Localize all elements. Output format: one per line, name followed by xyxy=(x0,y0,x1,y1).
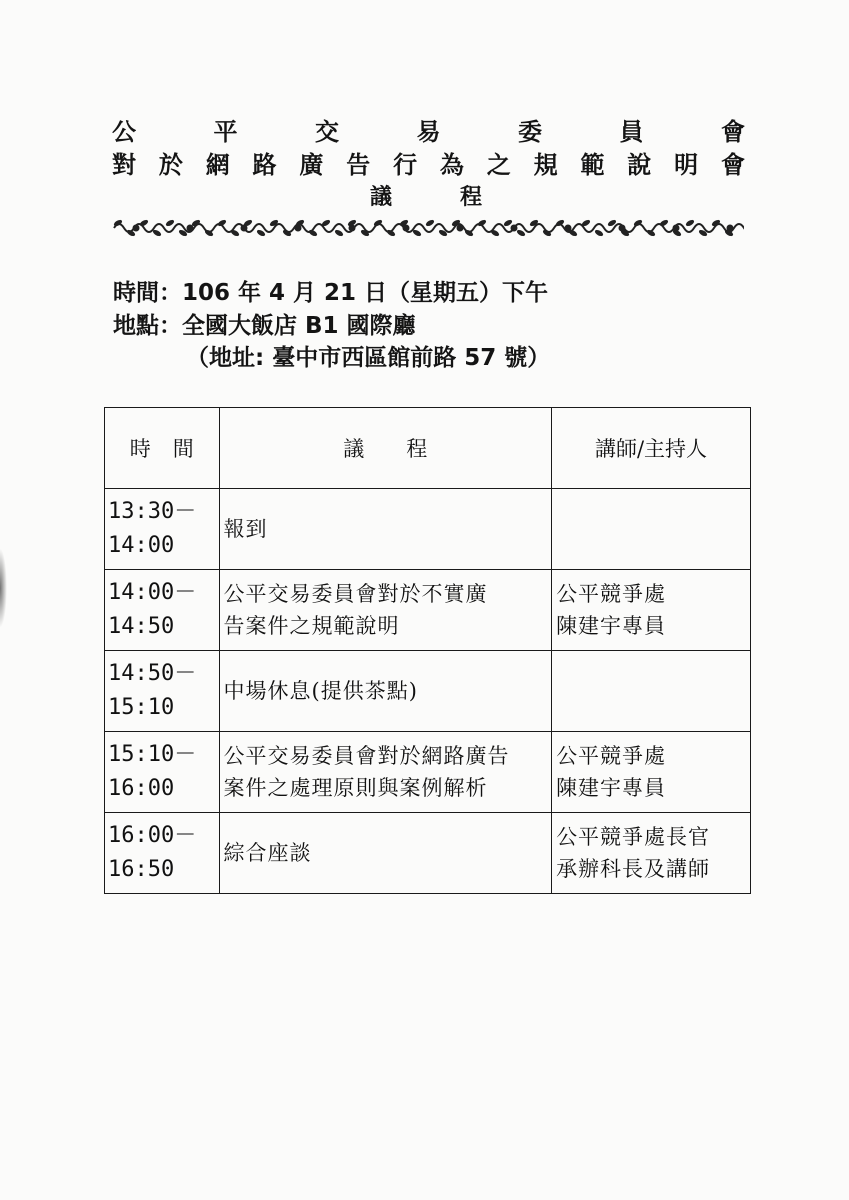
title-char: 會 xyxy=(721,118,745,146)
title-char: 委 xyxy=(518,118,542,146)
time-end: 14:50 xyxy=(108,614,175,639)
subtitle-char: 議 xyxy=(370,185,393,210)
title-char: 明 xyxy=(674,151,699,179)
table-row xyxy=(105,570,751,651)
table-row xyxy=(105,813,751,894)
header-speaker: 講師/主持人 xyxy=(552,408,751,489)
scan-artifact xyxy=(0,548,7,628)
speaker-line: 公平競爭處 xyxy=(556,744,667,768)
agenda-cell xyxy=(219,651,552,732)
title-char: 公 xyxy=(112,118,136,146)
time-start: 13:30－ xyxy=(108,499,197,524)
agenda-line: 公平交易委員會對於網路廣告 xyxy=(223,744,510,768)
title-char: 路 xyxy=(252,151,277,179)
agenda-line: 告案件之規範說明 xyxy=(223,614,400,638)
speaker-line: 公平競爭處 xyxy=(556,582,667,606)
time-start: 14:50－ xyxy=(108,661,197,686)
table-row xyxy=(105,732,751,813)
decorative-vine-divider xyxy=(112,212,744,244)
header-char: 間 xyxy=(172,437,194,461)
title-char: 規 xyxy=(533,151,558,179)
title-char: 告 xyxy=(346,151,371,179)
table-header-row xyxy=(105,408,751,489)
time-start: 14:00－ xyxy=(108,580,197,605)
time-end: 16:50 xyxy=(108,857,175,882)
agenda-line: 案件之處理原則與案例解析 xyxy=(223,776,488,800)
header-char: 程 xyxy=(406,437,428,461)
title-char: 易 xyxy=(416,118,441,146)
speaker-line: 承辦科長及講師 xyxy=(556,857,711,881)
title-char: 行 xyxy=(393,151,418,179)
time-end: 16:00 xyxy=(108,776,175,801)
agenda-table xyxy=(104,407,751,894)
title-committee-name xyxy=(112,117,745,147)
speaker-cell xyxy=(552,732,751,813)
time-cell xyxy=(105,570,220,651)
title-char: 交 xyxy=(315,118,339,146)
title-char: 會 xyxy=(720,151,745,179)
title-char: 說 xyxy=(627,151,652,179)
agenda-cell xyxy=(219,570,552,651)
time-cell xyxy=(105,732,220,813)
agenda-cell xyxy=(219,732,552,813)
time-cell xyxy=(105,651,220,732)
title-char: 對 xyxy=(112,151,136,179)
event-place: 地點：全國大飯店 B1 國際廳 xyxy=(113,313,416,339)
header-char: 時 xyxy=(129,437,151,461)
title-char: 網 xyxy=(205,151,230,179)
agenda-line: 報到 xyxy=(223,517,268,541)
title-char: 廣 xyxy=(299,151,324,179)
speaker-cell xyxy=(552,489,751,570)
speaker-cell xyxy=(552,651,751,732)
table-row xyxy=(105,489,751,570)
event-address: （地址: 臺中市西區館前路 57 號） xyxy=(186,345,551,371)
time-end: 15:10 xyxy=(108,695,175,720)
time-start: 16:00－ xyxy=(108,823,197,848)
agenda-line: 公平交易委員會對於不實廣 xyxy=(223,582,488,606)
title-char: 之 xyxy=(486,151,511,179)
time-cell xyxy=(105,489,220,570)
title-char: 員 xyxy=(619,118,644,146)
time-start: 15:10－ xyxy=(108,742,197,767)
title-char: 於 xyxy=(158,151,183,179)
subtitle-char: 程 xyxy=(459,185,482,210)
title-char: 平 xyxy=(213,118,238,146)
time-end: 14:00 xyxy=(108,533,175,558)
title-event-name xyxy=(112,150,745,180)
header-time xyxy=(105,408,220,489)
speaker-cell xyxy=(552,570,751,651)
subtitle-agenda xyxy=(370,184,482,212)
table-row xyxy=(105,651,751,732)
speaker-line: 公平競爭處長官 xyxy=(556,825,711,849)
header-agenda xyxy=(219,408,552,489)
speaker-cell xyxy=(552,813,751,894)
speaker-line: 陳建宇專員 xyxy=(556,614,667,638)
time-cell xyxy=(105,813,220,894)
event-time: 時間：106 年 4 月 21 日（星期五）下午 xyxy=(113,280,549,306)
agenda-cell xyxy=(219,813,552,894)
agenda-cell xyxy=(219,489,552,570)
agenda-line: 中場休息(提供茶點) xyxy=(223,679,418,703)
speaker-line: 陳建宇專員 xyxy=(556,776,667,800)
agenda-line: 綜合座談 xyxy=(223,841,312,865)
title-char: 範 xyxy=(580,151,605,179)
title-char: 為 xyxy=(439,151,464,179)
header-char: 議 xyxy=(343,437,365,461)
